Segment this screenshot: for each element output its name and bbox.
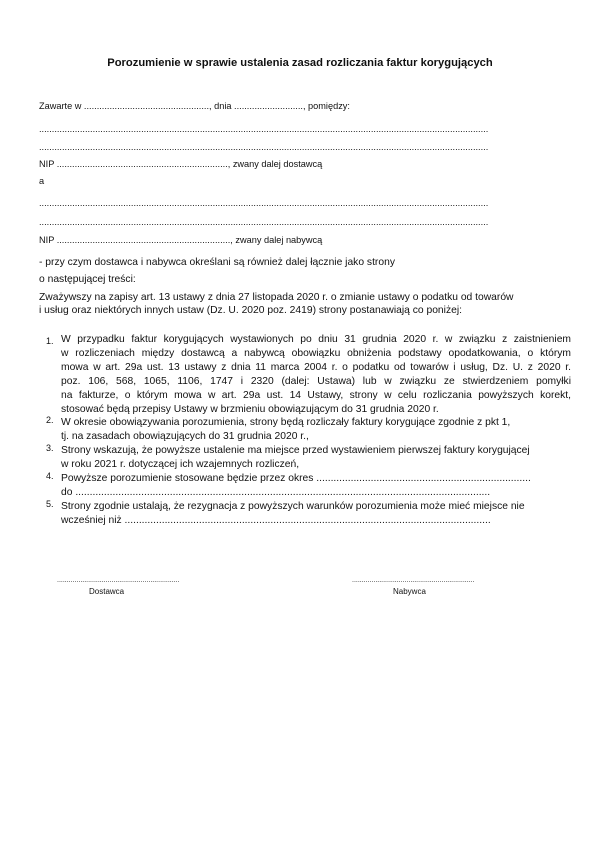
supplier-name-line: ................................................................................................................................................................................ xyxy=(39,124,489,134)
whereas-line-1: Zważywszy na zapisy art. 13 ustawy z dnia 27 listopada 2020 r. o zmianie ustawy o podatku od towarów xyxy=(39,292,514,303)
item-number: 3. xyxy=(46,443,54,453)
supplier-nip-line: NIP ..................................................................., zwany dalej dostawcą xyxy=(39,159,323,169)
buyer-nip-line: NIP ...................................................................., zwany dalej nabywcą xyxy=(39,235,323,245)
content-intro: o następującej treści: xyxy=(39,274,136,285)
list-item-1 xyxy=(61,333,571,417)
item-line: wcześniej niż ................................................................................................................................ xyxy=(61,515,491,526)
buyer-signature-line: ............................................................... xyxy=(352,577,475,584)
place-date-line: Zawarte w ................................................., dnia ..........................., pomiędzy: xyxy=(39,101,350,111)
item-number: 4. xyxy=(46,471,54,481)
whereas-line-2: i usług oraz niektórych innych ustaw (Dz. U. 2020 poz. 2419) strony postanawiają co poniżej: xyxy=(39,305,462,316)
list-item-2 xyxy=(61,416,510,444)
item-line: na fakturze, o którym mowa w art. 29a ust. 14 Ustawy, strony w celu rozliczania powyższych korekt, xyxy=(61,390,571,401)
item-line: tj. na zasadach obowiązujących do 31 grudnia 2020 r., xyxy=(61,431,309,442)
document-title: Porozumienie w sprawie ustalenia zasad rozliczania faktur korygujących xyxy=(107,57,493,69)
item-line: W przypadku faktur korygujących wystawionych po dniu 31 grudnia 2020 r. w związku z zaistnieniem xyxy=(61,334,571,345)
item-number: 2. xyxy=(46,415,54,425)
item-number: 5. xyxy=(46,499,54,509)
buyer-name-line: ................................................................................................................................................................................ xyxy=(39,198,489,208)
list-item-3 xyxy=(61,444,530,472)
item-line: poz. 106, 568, 1065, 1106, 1747 i 2320 (dalej: Ustawa) lub w związku ze stwierdzeniem pomyłki xyxy=(61,376,571,387)
item-line: Powyższe porozumienie stosowane będzie przez okres ........................................................................... xyxy=(61,473,531,484)
item-line: W okresie obowiązywania porozumienia, strony będą rozliczały faktury korygujące zgodnie z pkt 1, xyxy=(61,417,511,428)
buyer-address-line: ................................................................................................................................................................................ xyxy=(39,217,489,227)
item-line: stosować będą przepisy Ustawy w brzmieniu obowiązującym do 31 grudnia 2020 r. xyxy=(61,404,439,415)
item-line: w rozliczeniach między dostawcą a nabywcą obowiązku obniżenia podstawy opodatkowania, o którym xyxy=(61,348,571,359)
buyer-signature-label: Nabywca xyxy=(393,587,426,596)
supplier-address-line: ................................................................................................................................................................................ xyxy=(39,142,489,152)
item-line: mowa w art. 29a ust. 13 ustawy z dnia 11 marca 2004 r. o podatku od towarów i usług, Dz. U. z 2020 r. xyxy=(61,362,571,373)
list-item-4 xyxy=(61,472,531,500)
item-line: Strony wskazują, że powyższe ustalenie ma miejsce przed wystawieniem pierwszej faktury korygującej xyxy=(61,445,530,456)
item-line: w roku 2021 r. dotyczącej ich wzajemnych rozliczeń, xyxy=(61,459,300,470)
supplier-signature-line: ............................................................... xyxy=(57,577,180,584)
item-line: Strony zgodnie ustalają, że rezygnacja z powyższych warunków porozumienia może mieć miejsce nie xyxy=(61,501,525,512)
conjunction-a: a xyxy=(39,176,45,186)
list-item-5 xyxy=(61,500,525,528)
item-number: 1. xyxy=(46,336,54,346)
item-line: do ................................................................................................................................................. xyxy=(61,487,491,498)
supplier-signature-label: Dostawca xyxy=(89,587,125,596)
parties-note: - przy czym dostawca i nabywca określani są również dalej łącznie jako strony xyxy=(39,257,395,268)
